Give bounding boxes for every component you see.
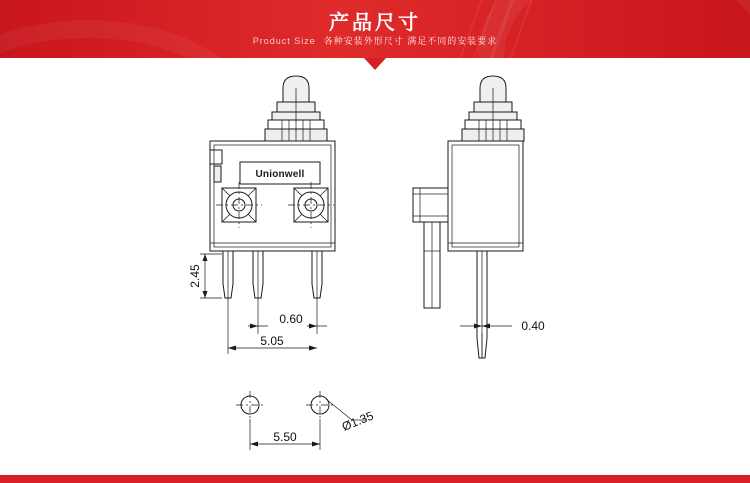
page-subtitle-cn: 各种安装外形尺寸 满足不同的安装要求 <box>323 36 498 46</box>
page-subtitle <box>0 34 750 47</box>
dim-0-60-label: 0.60 <box>279 312 303 326</box>
mounting-hole-right <box>288 182 334 228</box>
dim-2-45-label: 2.45 <box>188 264 202 288</box>
front-view <box>210 76 335 298</box>
hole-pattern-view <box>236 391 376 450</box>
page-subtitle-en: Product Size <box>252 36 316 46</box>
dim-diam-1-35-label: Ø1.35 <box>339 408 376 434</box>
header-banner <box>0 0 750 58</box>
brand-logo-text: Unionwell <box>255 169 305 180</box>
dim-5-50-label: 5.50 <box>273 430 297 444</box>
side-view <box>413 76 524 358</box>
footer-bar <box>0 475 750 483</box>
page-title: 产品尺寸 <box>329 12 421 34</box>
technical-drawing <box>0 58 750 483</box>
dim-5-05-label: 5.05 <box>260 334 284 348</box>
side-view-dimensions <box>460 319 545 358</box>
mounting-hole-left <box>216 182 262 228</box>
dim-0-40-label: 0.40 <box>521 319 545 333</box>
